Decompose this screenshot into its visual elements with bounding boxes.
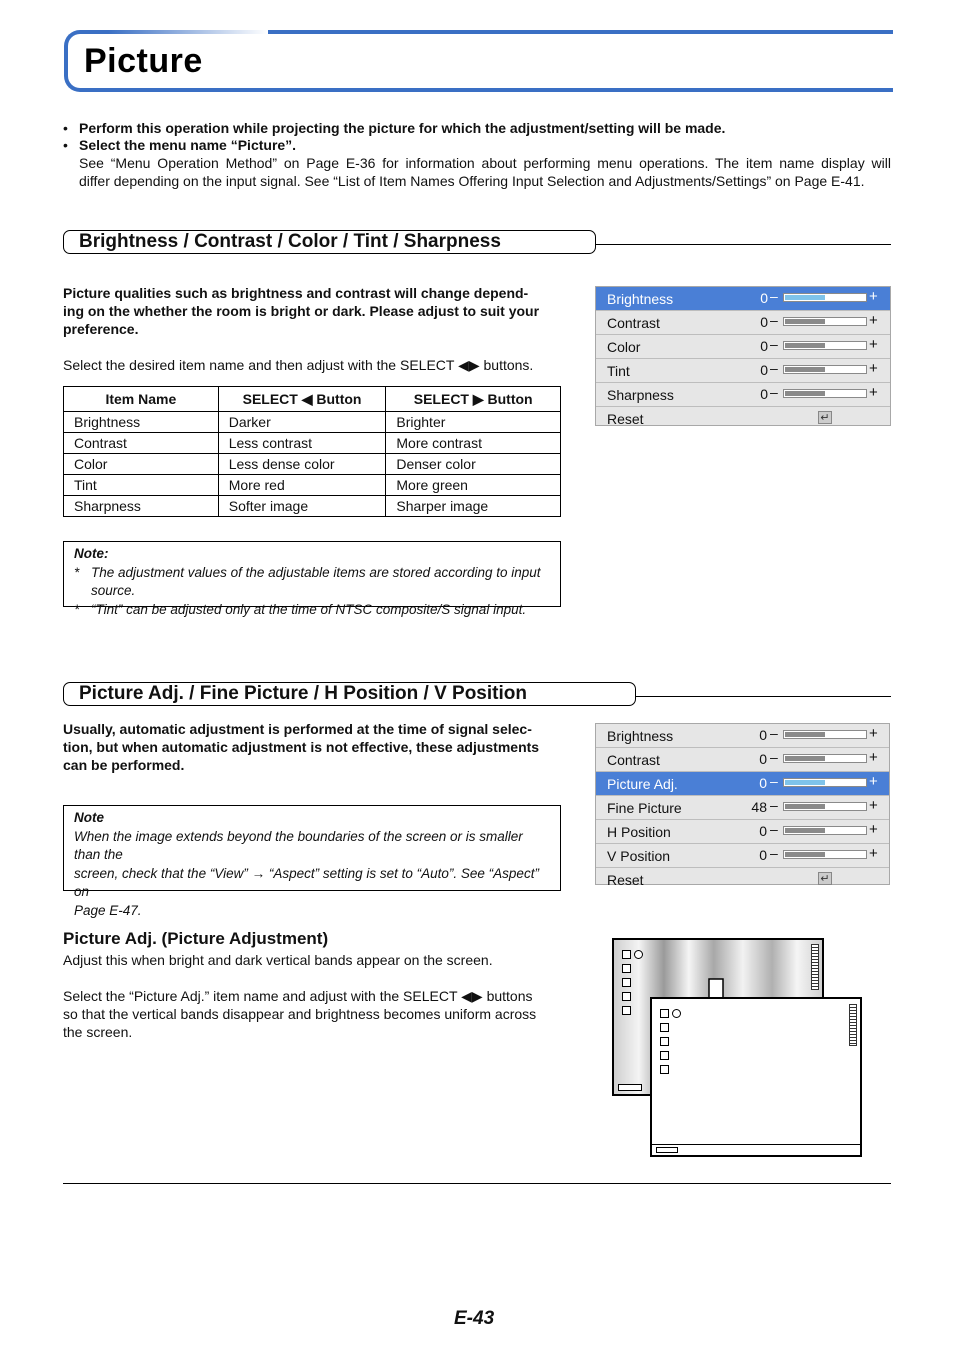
enter-icon[interactable]: ↵: [818, 872, 832, 885]
picture-menu-panel-1: [595, 286, 891, 426]
adjustment-table: [63, 386, 561, 517]
minus-icon[interactable]: –: [770, 384, 778, 400]
menu-row-sharpness[interactable]: [596, 383, 890, 407]
document-icon: [660, 1051, 669, 1060]
menu-row-label: Picture Adj.: [607, 776, 678, 792]
minus-icon[interactable]: –: [770, 360, 778, 376]
intro-bullet-2: [63, 136, 893, 154]
note-text: “Tint” can be adjusted only at the time of NTSC composite/S signal input.: [91, 601, 527, 617]
document-icon: [660, 1037, 669, 1046]
minus-icon[interactable]: –: [770, 749, 778, 765]
table-cell: Less dense color: [218, 454, 386, 475]
minus-icon[interactable]: –: [770, 773, 778, 789]
table-row: [64, 454, 561, 475]
taskbar: [652, 1144, 860, 1155]
table-header-row: [64, 387, 561, 412]
table-cell: Contrast: [64, 433, 219, 454]
menu-row-label: Contrast: [607, 752, 660, 768]
lead-line: preference.: [63, 321, 139, 337]
p2-line: so that the vertical bands disappear and brightness becomes uniform across: [63, 1006, 537, 1022]
trash-icon: [660, 1065, 669, 1074]
plus-icon[interactable]: +: [869, 336, 878, 353]
table-row: [64, 475, 561, 496]
plus-icon[interactable]: +: [869, 312, 878, 329]
note-box-2: [63, 805, 561, 918]
menu-row-label: H Position: [607, 824, 671, 840]
table-cell: Color: [64, 454, 219, 475]
slider-fill: [785, 756, 825, 761]
plus-icon[interactable]: +: [869, 797, 878, 814]
plus-icon[interactable]: +: [869, 360, 878, 377]
document-icon: [622, 978, 631, 987]
menu-row-brightness[interactable]: [596, 287, 890, 311]
slider-bar[interactable]: [783, 802, 867, 811]
minus-icon[interactable]: –: [770, 312, 778, 328]
slider-bar[interactable]: [783, 778, 867, 787]
slider-fill: [785, 343, 825, 348]
note-title: Note: [74, 810, 104, 825]
slider-fill: [785, 852, 825, 857]
minus-icon[interactable]: –: [770, 797, 778, 813]
table-cell: Brightness: [64, 412, 219, 433]
subsection-p1: Adjust this when bright and dark vertical bands appear on the screen.: [63, 952, 493, 968]
bullet-dot: •: [63, 137, 68, 153]
section-divider-line: [630, 696, 891, 697]
note-text: screen, check that the “View” → “Aspect” setting is set to “Auto”. See “Aspect” on: [74, 865, 539, 899]
minus-icon[interactable]: –: [770, 845, 778, 861]
minus-icon[interactable]: –: [770, 336, 778, 352]
taskbar: [618, 1084, 642, 1091]
slider-fill: [785, 804, 825, 809]
slider-bar[interactable]: [783, 826, 867, 835]
enter-icon[interactable]: ↵: [818, 411, 832, 424]
plus-icon[interactable]: +: [869, 288, 878, 305]
table-row: [64, 496, 561, 517]
start-button: [656, 1147, 678, 1153]
section2-lead: [63, 720, 561, 774]
section1-instruction: Select the desired item name and then adjust with the SELECT ◀▶ buttons.: [63, 357, 534, 373]
p2-line: the screen.: [63, 1024, 133, 1040]
plus-icon[interactable]: +: [869, 845, 878, 862]
menu-row-label: Fine Picture: [607, 800, 682, 816]
note-item: [74, 564, 550, 601]
plus-icon[interactable]: +: [869, 749, 878, 766]
table-cell: Sharpness: [64, 496, 219, 517]
lead-line: Usually, automatic adjustment is performed at the time of signal selec-: [63, 721, 532, 737]
picture-adj-illustration: [612, 938, 862, 1158]
table-row: [64, 433, 561, 454]
lead-line: Picture qualities such as brightness and contrast will change depend-: [63, 285, 529, 301]
scrollbar: [849, 1004, 857, 1046]
menu-row-label: Sharpness: [607, 387, 674, 403]
subsection-p2: [63, 987, 561, 1041]
folder-icon: [622, 964, 631, 973]
section1-lead: [63, 284, 561, 338]
menu-row-value: 0: [760, 314, 768, 330]
menu-row-picture-adj[interactable]: [596, 772, 889, 796]
folder-icon: [660, 1009, 669, 1018]
bullet-dot: •: [63, 120, 68, 136]
section-divider-line: [590, 244, 891, 245]
table-cell: Brighter: [386, 412, 561, 433]
table-cell: More green: [386, 475, 561, 496]
menu-row-label: Contrast: [607, 315, 660, 331]
trash-icon: [622, 1006, 631, 1015]
table-cell: Sharper image: [386, 496, 561, 517]
plus-icon[interactable]: +: [869, 821, 878, 838]
menu-row-label: Brightness: [607, 291, 674, 307]
picture-menu-panel-2: [595, 723, 890, 888]
lead-line: ing on the whether the room is bright or dark. Please adjust to suit your: [63, 303, 540, 319]
menu-row-label: Tint: [607, 363, 630, 379]
plus-icon[interactable]: +: [869, 773, 878, 790]
menu-row-color[interactable]: [596, 335, 890, 359]
menu-row-brightness[interactable]: [596, 724, 889, 748]
slider-bar[interactable]: [783, 730, 867, 739]
slider-fill: [785, 828, 825, 833]
subsection-title: Picture Adj. (Picture Adjustment): [63, 929, 329, 948]
menu-row-value: 0: [760, 362, 768, 378]
menu-row-value: 0: [759, 823, 767, 839]
table-cell: Less contrast: [218, 433, 386, 454]
menu-row-label: Color: [607, 339, 641, 355]
menu-row-reset[interactable]: [596, 407, 890, 430]
note-marker: *: [74, 601, 80, 617]
table-header: Item Name: [64, 387, 219, 412]
menu-row-value: 0: [760, 386, 768, 402]
menu-row-v-position[interactable]: [596, 844, 889, 868]
note-item: [74, 601, 550, 620]
slider-fill: [785, 780, 825, 785]
intro-bullet-2-text: Select the menu name “Picture”.: [79, 137, 297, 153]
folder-icon: [622, 950, 631, 959]
minus-icon[interactable]: –: [770, 821, 778, 837]
slider-fill: [785, 295, 825, 300]
note-box-1: [63, 541, 561, 617]
lead-line: can be performed.: [63, 757, 185, 773]
slider-bar[interactable]: [783, 341, 867, 350]
table-header: SELECT ◀ Button: [218, 387, 386, 412]
menu-row-h-position[interactable]: [596, 820, 889, 844]
note-text: Page E-47.: [74, 902, 142, 918]
menu-row-value: 0: [759, 775, 767, 791]
uniform-screen: [650, 997, 862, 1157]
menu-row-label: Reset: [607, 872, 644, 888]
menu-row-contrast[interactable]: [596, 311, 890, 335]
intro-bullets: [63, 119, 893, 191]
note-title: Note:: [74, 546, 109, 561]
menu-row-label: Brightness: [607, 728, 674, 744]
plus-icon[interactable]: +: [869, 384, 878, 401]
slider-bar[interactable]: [783, 850, 867, 859]
table-cell: More contrast: [386, 433, 561, 454]
slider-fill: [785, 732, 825, 737]
menu-row-value: 0: [760, 290, 768, 306]
slider-fill: [785, 367, 825, 372]
footer-rule: [63, 1183, 891, 1184]
page-title: Picture: [84, 42, 203, 80]
minus-icon[interactable]: –: [770, 725, 778, 741]
slider-fill: [785, 319, 825, 324]
slider-bar[interactable]: [783, 389, 867, 398]
intro-bullet-2-detail-line1: See “Menu Operation Method” on Page E-36 for information about performing menu operations. The item name display will: [79, 155, 891, 171]
table-cell: Softer image: [218, 496, 386, 517]
circle-icon: [634, 950, 643, 959]
table-cell: Denser color: [386, 454, 561, 475]
page-number: E-43: [454, 1308, 495, 1329]
menu-row-label: V Position: [607, 848, 671, 864]
menu-row-label: Reset: [607, 411, 644, 427]
table-cell: More red: [218, 475, 386, 496]
slider-bar[interactable]: [783, 754, 867, 763]
menu-row-value: 0: [760, 338, 768, 354]
scrollbar: [811, 944, 819, 990]
section-header-picture-adj: Picture Adj. / Fine Picture / H Position / V Position: [63, 682, 636, 706]
plus-icon[interactable]: +: [869, 725, 878, 742]
intro-bullet-2-detail-line2: differ depending on the input signal. See “List of Item Names Offering Input Selection and Adjustments/Settings” on Page E-41.: [79, 173, 865, 189]
table-row: [64, 412, 561, 433]
table-cell: Tint: [64, 475, 219, 496]
document-icon: [622, 992, 631, 1001]
menu-row-value: 0: [759, 847, 767, 863]
note-text: The adjustment values of the adjustable items are stored according to input source.: [91, 564, 541, 598]
menu-row-reset[interactable]: [596, 868, 889, 891]
section-header-brightness: Brightness / Contrast / Color / Tint / Sharpness: [63, 230, 596, 254]
slider-bar[interactable]: [783, 365, 867, 374]
minus-icon[interactable]: –: [770, 288, 778, 304]
lead-line: tion, but when automatic adjustment is not effective, these adjustments: [63, 739, 540, 755]
note-text: When the image extends beyond the boundaries of the screen or is smaller than the: [74, 828, 523, 862]
intro-bullet-1-text: Perform this operation while projecting the picture for which the adjustment/setting will be made.: [79, 120, 726, 136]
menu-row-value: 0: [759, 727, 767, 743]
menu-row-fine-picture[interactable]: [596, 796, 889, 820]
menu-row-value: 0: [759, 751, 767, 767]
intro-bullet-1: [63, 119, 893, 137]
menu-row-value: 48: [751, 799, 767, 815]
note-marker: *: [74, 564, 80, 580]
folder-icon: [660, 1023, 669, 1032]
menu-row-contrast[interactable]: [596, 748, 889, 772]
slider-bar[interactable]: [783, 293, 867, 302]
menu-row-tint[interactable]: [596, 359, 890, 383]
slider-fill: [785, 391, 825, 396]
table-cell: Darker: [218, 412, 386, 433]
circle-icon: [672, 1009, 681, 1018]
slider-bar[interactable]: [783, 317, 867, 326]
table-header: SELECT ▶ Button: [386, 387, 561, 412]
p2-line: Select the “Picture Adj.” item name and adjust with the SELECT ◀▶ buttons: [63, 988, 533, 1004]
